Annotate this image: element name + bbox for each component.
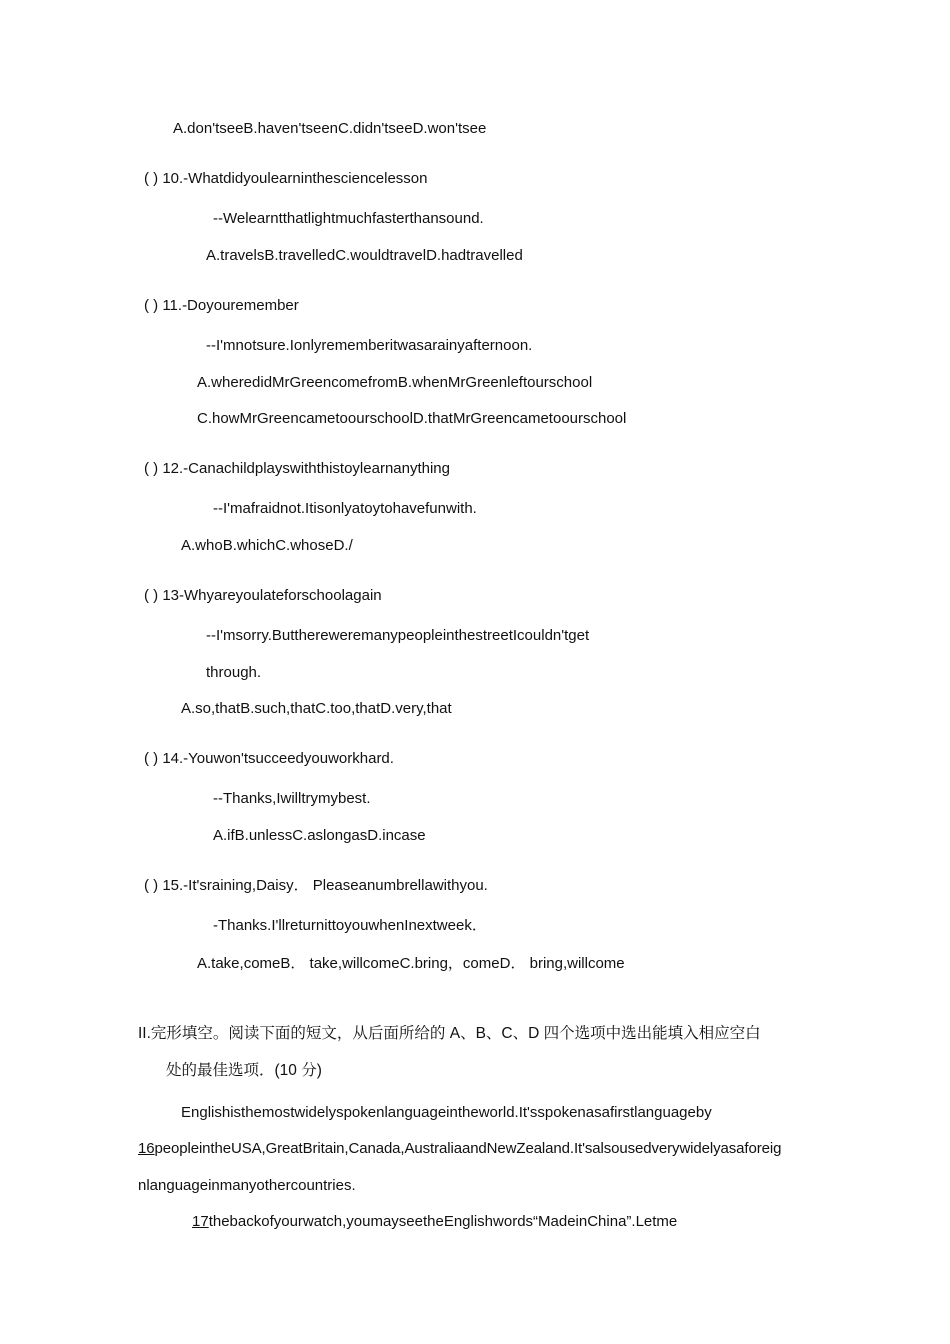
q12-answer: --I'mafraidnot.Itisonlyatoytohavefunwith.: [213, 500, 477, 517]
q10-question: ( ) 10.-Whatdidyoulearninthesciencelesson: [144, 170, 428, 187]
q13-question: ( ) 13-Whyareyoulateforschoolagain: [144, 587, 382, 604]
passage-line-2-text: peopleintheUSA,GreatBritain,Canada,AustraliaandNewZealand.It'salsousedverywidelyasaforeig: [154, 1140, 782, 1157]
passage-line-2: [138, 1139, 781, 1159]
q15-question: ( ) 15.-It'sraining,Daisy． Pleaseanumbrellawithyou.: [144, 877, 488, 894]
q14-answer: --Thanks,Iwilltrymybest.: [213, 790, 371, 807]
section-heading-line-1: II.完形填空。阅读下面的短文，从后面所给的 A、B、C、D 四个选项中选出能填入相应空白: [138, 1025, 761, 1042]
passage-line-4-text: thebackofyourwatch,youmayseetheEnglishwords“MadeinChina”.Letme: [208, 1213, 678, 1230]
blank-17: 17: [192, 1213, 209, 1230]
passage-line-3: nlanguageinmanyothercountries.: [138, 1177, 356, 1194]
q12-question: ( ) 12.-Canachildplayswiththistoylearnanything: [144, 460, 450, 477]
q11-question: ( ) 11.-Doyouremember: [144, 297, 299, 314]
blank-16: 16: [138, 1140, 155, 1157]
q9-options: A.don'tseeB.haven'tseenC.didn'tseeD.won'tsee: [173, 120, 487, 137]
q15-answer: -Thanks.I'llreturnittoyouwhenInextweek．: [213, 917, 487, 934]
q11-options-1: A.wheredidMrGreencomefromB.whenMrGreenleftourschool: [197, 374, 593, 391]
q11-options-2: C.howMrGreencametoourschoolD.thatMrGreencametoourschool: [197, 410, 627, 427]
passage-line-4: [192, 1212, 677, 1232]
q12-options: A.whoB.whichC.whoseD./: [181, 537, 353, 554]
q13-answer-2: through.: [206, 664, 262, 681]
q14-question: ( ) 14.-Youwon'tsucceedyouworkhard.: [144, 750, 394, 767]
q14-options: A.ifB.unlessC.aslongasD.incase: [213, 827, 426, 844]
q13-answer-1: --I'msorry.ButthereweremanypeopleinthestreetIcouldn'tget: [206, 627, 590, 644]
q10-options: A.travelsB.travelledC.wouldtravelD.hadtravelled: [206, 247, 523, 264]
q15-options: A.take,comeB． take,willcomeC.bring，comeD． bring,willcome: [197, 955, 625, 972]
passage-line-1: Englishisthemostwidelyspokenlanguageintheworld.It'sspokenasafirstlanguageby: [181, 1104, 712, 1121]
q13-options: A.so,thatB.such,thatC.too,thatD.very,that: [181, 700, 452, 717]
q11-answer: --I'mnotsure.Ionlyrememberitwasarainyafternoon.: [206, 337, 533, 354]
section-heading-line-2: 处的最佳选项．(10 分): [166, 1062, 322, 1079]
q10-answer: --Welearntthatlightmuchfasterthansound.: [213, 210, 484, 227]
